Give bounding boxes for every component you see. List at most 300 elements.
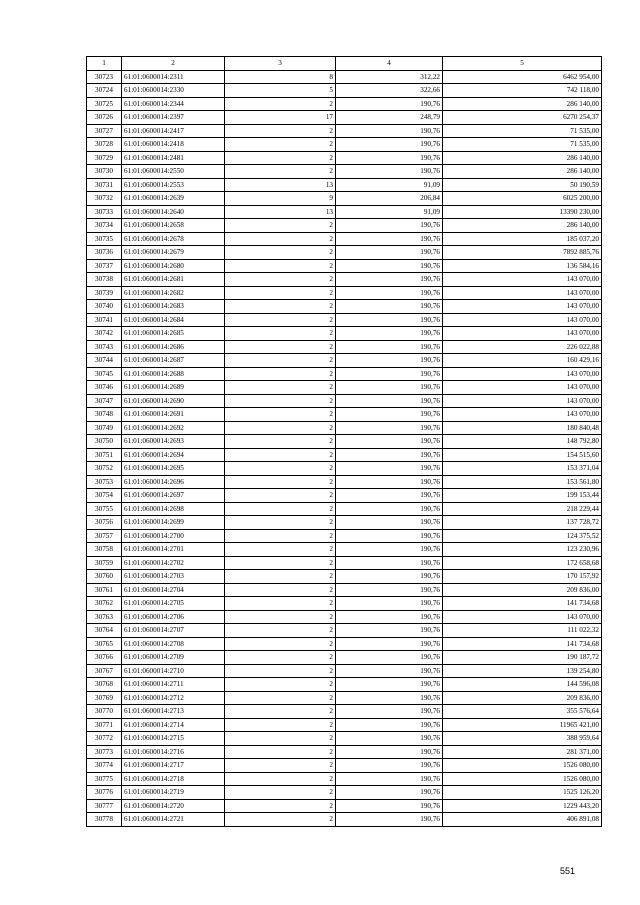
table-row	[87, 138, 602, 152]
rate-cell: 190,76	[336, 138, 443, 152]
row-number-cell: 30774	[87, 759, 122, 773]
rate-cell: 190,76	[336, 502, 443, 516]
group-cell: 2	[225, 637, 336, 651]
group-cell: 2	[225, 381, 336, 395]
group-cell: 13	[225, 178, 336, 192]
cadastral-number-cell: 61:01:0600014:2689	[122, 381, 225, 395]
table-row	[87, 340, 602, 354]
cadastral-number-cell: 61:01:0600014:2683	[122, 300, 225, 314]
cadastral-number-cell: 61:01:0600014:2703	[122, 570, 225, 584]
table-row	[87, 232, 602, 246]
row-number-cell: 30743	[87, 340, 122, 354]
group-cell: 9	[225, 192, 336, 206]
rate-cell: 190,76	[336, 543, 443, 557]
group-cell: 2	[225, 124, 336, 138]
value-cell: 143 070,00	[443, 408, 602, 422]
cadastral-number-cell: 61:01:0600014:2687	[122, 354, 225, 368]
cadastral-number-cell: 61:01:0600014:2680	[122, 259, 225, 273]
value-cell: 199 153,44	[443, 489, 602, 503]
column-header: 4	[336, 57, 443, 71]
group-cell: 2	[225, 651, 336, 665]
value-cell: 154 515,60	[443, 448, 602, 462]
column-header: 5	[443, 57, 602, 71]
value-cell: 160 429,16	[443, 354, 602, 368]
value-cell: 1525 126,20	[443, 786, 602, 800]
row-number-cell: 30778	[87, 813, 122, 827]
group-cell: 2	[225, 408, 336, 422]
table-row	[87, 327, 602, 341]
table-row	[87, 678, 602, 692]
row-number-cell: 30738	[87, 273, 122, 287]
row-number-cell: 30770	[87, 705, 122, 719]
row-number-cell: 30771	[87, 718, 122, 732]
row-number-cell: 30758	[87, 543, 122, 557]
rate-cell: 312,22	[336, 70, 443, 84]
table-row	[87, 421, 602, 435]
table-row	[87, 151, 602, 165]
group-cell: 2	[225, 354, 336, 368]
rate-cell: 190,76	[336, 448, 443, 462]
cadastral-number-cell: 61:01:0600014:2550	[122, 165, 225, 179]
page-number: 551	[560, 866, 576, 876]
value-cell: 286 140,00	[443, 219, 602, 233]
value-cell: 143 070,00	[443, 273, 602, 287]
rate-cell: 206,84	[336, 192, 443, 206]
row-number-cell: 30747	[87, 394, 122, 408]
value-cell: 286 140,00	[443, 165, 602, 179]
cadastral-number-cell: 61:01:0600014:2658	[122, 219, 225, 233]
cadastral-number-cell: 61:01:0600014:2698	[122, 502, 225, 516]
table-row	[87, 691, 602, 705]
cadastral-number-cell: 61:01:0600014:2707	[122, 624, 225, 638]
value-cell: 50 190,59	[443, 178, 602, 192]
cadastral-number-cell: 61:01:0600014:2721	[122, 813, 225, 827]
cadastral-number-cell: 61:01:0600014:2330	[122, 84, 225, 98]
table-row	[87, 570, 602, 584]
table-row	[87, 205, 602, 219]
value-cell: 136 584,16	[443, 259, 602, 273]
table-row	[87, 300, 602, 314]
table-row	[87, 354, 602, 368]
row-number-cell: 30728	[87, 138, 122, 152]
value-cell: 71 535,00	[443, 138, 602, 152]
cadastral-number-cell: 61:01:0600014:2709	[122, 651, 225, 665]
value-cell: 13390 230,00	[443, 205, 602, 219]
rate-cell: 190,76	[336, 462, 443, 476]
cadastral-number-cell: 61:01:0600014:2717	[122, 759, 225, 773]
group-cell: 2	[225, 745, 336, 759]
rate-cell: 190,76	[336, 300, 443, 314]
table-row	[87, 597, 602, 611]
table-row	[87, 664, 602, 678]
rate-cell: 190,76	[336, 97, 443, 111]
group-cell: 2	[225, 259, 336, 273]
table-row	[87, 772, 602, 786]
rate-cell: 190,76	[336, 664, 443, 678]
row-number-cell: 30760	[87, 570, 122, 584]
value-cell: 148 792,80	[443, 435, 602, 449]
rate-cell: 190,76	[336, 435, 443, 449]
rate-cell: 190,76	[336, 813, 443, 827]
rate-cell: 248,79	[336, 111, 443, 125]
group-cell: 2	[225, 570, 336, 584]
row-number-cell: 30733	[87, 205, 122, 219]
table-row	[87, 111, 602, 125]
value-cell: 742 118,00	[443, 84, 602, 98]
rate-cell: 322,66	[336, 84, 443, 98]
column-header: 3	[225, 57, 336, 71]
row-number-cell: 30723	[87, 70, 122, 84]
value-cell: 209 836,00	[443, 583, 602, 597]
table-row	[87, 97, 602, 111]
value-cell: 185 037,20	[443, 232, 602, 246]
rate-cell: 190,76	[336, 570, 443, 584]
cadastral-number-cell: 61:01:0600014:2397	[122, 111, 225, 125]
cadastral-number-cell: 61:01:0600014:2685	[122, 327, 225, 341]
cadastral-number-cell: 61:01:0600014:2702	[122, 556, 225, 570]
row-number-cell: 30727	[87, 124, 122, 138]
row-number-cell: 30769	[87, 691, 122, 705]
table-row	[87, 516, 602, 530]
value-cell: 143 070,00	[443, 394, 602, 408]
value-cell: 209 836,00	[443, 691, 602, 705]
cadastral-number-cell: 61:01:0600014:2700	[122, 529, 225, 543]
value-cell: 71 535,00	[443, 124, 602, 138]
row-number-cell: 30753	[87, 475, 122, 489]
rate-cell: 190,76	[336, 691, 443, 705]
group-cell: 2	[225, 529, 336, 543]
value-cell: 7892 885,76	[443, 246, 602, 260]
value-cell: 6025 200,00	[443, 192, 602, 206]
row-number-cell: 30755	[87, 502, 122, 516]
row-number-cell: 30742	[87, 327, 122, 341]
group-cell: 13	[225, 205, 336, 219]
table-row	[87, 70, 602, 84]
rate-cell: 190,76	[336, 651, 443, 665]
row-number-cell: 30751	[87, 448, 122, 462]
table-row	[87, 448, 602, 462]
cadastral-number-cell: 61:01:0600014:2716	[122, 745, 225, 759]
rate-cell: 190,76	[336, 610, 443, 624]
cadastral-number-cell: 61:01:0600014:2699	[122, 516, 225, 530]
row-number-cell: 30775	[87, 772, 122, 786]
value-cell: 141 734,68	[443, 597, 602, 611]
row-number-cell: 30737	[87, 259, 122, 273]
cadastral-number-cell: 61:01:0600014:2417	[122, 124, 225, 138]
row-number-cell: 30750	[87, 435, 122, 449]
rate-cell: 190,76	[336, 219, 443, 233]
group-cell: 2	[225, 772, 336, 786]
table-row	[87, 705, 602, 719]
value-cell: 226 022,88	[443, 340, 602, 354]
group-cell: 2	[225, 502, 336, 516]
group-cell: 2	[225, 583, 336, 597]
row-number-cell: 30773	[87, 745, 122, 759]
data-table	[86, 56, 602, 827]
table-row	[87, 745, 602, 759]
value-cell: 1229 443,20	[443, 799, 602, 813]
row-number-cell: 30731	[87, 178, 122, 192]
value-cell: 406 891,08	[443, 813, 602, 827]
group-cell: 2	[225, 678, 336, 692]
row-number-cell: 30745	[87, 367, 122, 381]
rate-cell: 190,76	[336, 421, 443, 435]
cadastral-number-cell: 61:01:0600014:2344	[122, 97, 225, 111]
rate-cell: 190,76	[336, 381, 443, 395]
rate-cell: 190,76	[336, 394, 443, 408]
value-cell: 153 371,04	[443, 462, 602, 476]
value-cell: 153 561,80	[443, 475, 602, 489]
value-cell: 143 070,00	[443, 327, 602, 341]
row-number-cell: 30736	[87, 246, 122, 260]
rate-cell: 190,76	[336, 786, 443, 800]
rate-cell: 190,76	[336, 475, 443, 489]
value-cell: 143 070,00	[443, 367, 602, 381]
value-cell: 143 070,00	[443, 286, 602, 300]
value-cell: 6462 954,00	[443, 70, 602, 84]
rate-cell: 190,76	[336, 718, 443, 732]
rate-cell: 190,76	[336, 408, 443, 422]
group-cell: 2	[225, 97, 336, 111]
row-number-cell: 30734	[87, 219, 122, 233]
rate-cell: 190,76	[336, 556, 443, 570]
value-cell: 218 229,44	[443, 502, 602, 516]
cadastral-number-cell: 61:01:0600014:2705	[122, 597, 225, 611]
cadastral-number-cell: 61:01:0600014:2701	[122, 543, 225, 557]
table-row	[87, 543, 602, 557]
table-row	[87, 583, 602, 597]
cadastral-number-cell: 61:01:0600014:2718	[122, 772, 225, 786]
value-cell: 144 596,08	[443, 678, 602, 692]
group-cell: 2	[225, 448, 336, 462]
table-row	[87, 759, 602, 773]
row-number-cell: 30740	[87, 300, 122, 314]
value-cell: 143 070,00	[443, 313, 602, 327]
cadastral-number-cell: 61:01:0600014:2711	[122, 678, 225, 692]
table-body	[87, 70, 602, 826]
value-cell: 11965 421,00	[443, 718, 602, 732]
value-cell: 111 022,32	[443, 624, 602, 638]
group-cell: 2	[225, 718, 336, 732]
value-cell: 286 140,00	[443, 97, 602, 111]
cadastral-number-cell: 61:01:0600014:2690	[122, 394, 225, 408]
row-number-cell: 30765	[87, 637, 122, 651]
group-cell: 2	[225, 367, 336, 381]
group-cell: 2	[225, 624, 336, 638]
table-row	[87, 246, 602, 260]
row-number-cell: 30739	[87, 286, 122, 300]
table-row	[87, 462, 602, 476]
table-row	[87, 799, 602, 813]
value-cell: 139 254,80	[443, 664, 602, 678]
row-number-cell: 30725	[87, 97, 122, 111]
value-cell: 1526 080,00	[443, 772, 602, 786]
row-number-cell: 30746	[87, 381, 122, 395]
rate-cell: 190,76	[336, 597, 443, 611]
row-number-cell: 30762	[87, 597, 122, 611]
table-row	[87, 381, 602, 395]
rate-cell: 190,76	[336, 529, 443, 543]
table-row	[87, 637, 602, 651]
cadastral-number-cell: 61:01:0600014:2681	[122, 273, 225, 287]
value-cell: 137 728,72	[443, 516, 602, 530]
rate-cell: 190,76	[336, 259, 443, 273]
table-row	[87, 718, 602, 732]
value-cell: 124 375,52	[443, 529, 602, 543]
rate-cell: 190,76	[336, 273, 443, 287]
group-cell: 2	[225, 516, 336, 530]
cadastral-number-cell: 61:01:0600014:2704	[122, 583, 225, 597]
cadastral-number-cell: 61:01:0600014:2696	[122, 475, 225, 489]
rate-cell: 190,76	[336, 678, 443, 692]
cadastral-number-cell: 61:01:0600014:2682	[122, 286, 225, 300]
cadastral-number-cell: 61:01:0600014:2678	[122, 232, 225, 246]
value-cell: 143 070,00	[443, 610, 602, 624]
rate-cell: 91,09	[336, 205, 443, 219]
value-cell: 286 140,00	[443, 151, 602, 165]
rate-cell: 190,76	[336, 772, 443, 786]
group-cell: 2	[225, 813, 336, 827]
row-number-cell: 30761	[87, 583, 122, 597]
cadastral-number-cell: 61:01:0600014:2706	[122, 610, 225, 624]
rate-cell: 190,76	[336, 583, 443, 597]
column-header: 1	[87, 57, 122, 71]
group-cell: 2	[225, 421, 336, 435]
cadastral-number-cell: 61:01:0600014:2713	[122, 705, 225, 719]
group-cell: 2	[225, 489, 336, 503]
row-number-cell: 30756	[87, 516, 122, 530]
group-cell: 2	[225, 138, 336, 152]
value-cell: 388 959,64	[443, 732, 602, 746]
group-cell: 2	[225, 799, 336, 813]
cadastral-number-cell: 61:01:0600014:2710	[122, 664, 225, 678]
value-cell: 281 371,00	[443, 745, 602, 759]
table-row	[87, 475, 602, 489]
value-cell: 6270 254,37	[443, 111, 602, 125]
cadastral-number-cell: 61:01:0600014:2418	[122, 138, 225, 152]
rate-cell: 190,76	[336, 165, 443, 179]
rate-cell: 190,76	[336, 124, 443, 138]
cadastral-number-cell: 61:01:0600014:2679	[122, 246, 225, 260]
row-number-cell: 30772	[87, 732, 122, 746]
row-number-cell: 30776	[87, 786, 122, 800]
table-row	[87, 489, 602, 503]
cadastral-number-cell: 61:01:0600014:2694	[122, 448, 225, 462]
group-cell: 2	[225, 462, 336, 476]
rate-cell: 190,76	[336, 313, 443, 327]
group-cell: 2	[225, 300, 336, 314]
cadastral-number-cell: 61:01:0600014:2639	[122, 192, 225, 206]
row-number-cell: 30724	[87, 84, 122, 98]
group-cell: 2	[225, 732, 336, 746]
table-row	[87, 192, 602, 206]
table-row	[87, 84, 602, 98]
rate-cell: 190,76	[336, 799, 443, 813]
cadastral-number-cell: 61:01:0600014:2720	[122, 799, 225, 813]
group-cell: 2	[225, 219, 336, 233]
table-row	[87, 124, 602, 138]
value-cell: 180 840,48	[443, 421, 602, 435]
row-number-cell: 30748	[87, 408, 122, 422]
group-cell: 2	[225, 691, 336, 705]
table-row	[87, 313, 602, 327]
row-number-cell: 30764	[87, 624, 122, 638]
row-number-cell: 30726	[87, 111, 122, 125]
header-row	[87, 57, 602, 71]
table-row	[87, 273, 602, 287]
row-number-cell: 30757	[87, 529, 122, 543]
cadastral-number-cell: 61:01:0600014:2692	[122, 421, 225, 435]
group-cell: 2	[225, 543, 336, 557]
group-cell: 5	[225, 84, 336, 98]
table-row	[87, 529, 602, 543]
group-cell: 2	[225, 232, 336, 246]
table-row	[87, 178, 602, 192]
group-cell: 2	[225, 556, 336, 570]
cadastral-number-cell: 61:01:0600014:2708	[122, 637, 225, 651]
rate-cell: 190,76	[336, 489, 443, 503]
cadastral-number-cell: 61:01:0600014:2640	[122, 205, 225, 219]
value-cell: 123 230,96	[443, 543, 602, 557]
table-row	[87, 813, 602, 827]
row-number-cell: 30741	[87, 313, 122, 327]
rate-cell: 190,76	[336, 286, 443, 300]
cadastral-number-cell: 61:01:0600014:2712	[122, 691, 225, 705]
rate-cell: 190,76	[336, 367, 443, 381]
group-cell: 2	[225, 759, 336, 773]
table-row	[87, 502, 602, 516]
cadastral-number-cell: 61:01:0600014:2695	[122, 462, 225, 476]
row-number-cell: 30754	[87, 489, 122, 503]
table-row	[87, 651, 602, 665]
rate-cell: 190,76	[336, 340, 443, 354]
table-row	[87, 408, 602, 422]
group-cell: 2	[225, 394, 336, 408]
value-cell: 143 070,00	[443, 300, 602, 314]
cadastral-number-cell: 61:01:0600014:2311	[122, 70, 225, 84]
rate-cell: 190,76	[336, 354, 443, 368]
group-cell: 2	[225, 664, 336, 678]
group-cell: 2	[225, 273, 336, 287]
table-row	[87, 259, 602, 273]
row-number-cell: 30752	[87, 462, 122, 476]
cadastral-number-cell: 61:01:0600014:2684	[122, 313, 225, 327]
table-row	[87, 286, 602, 300]
value-cell: 172 658,68	[443, 556, 602, 570]
rate-cell: 190,76	[336, 232, 443, 246]
row-number-cell: 30768	[87, 678, 122, 692]
group-cell: 2	[225, 435, 336, 449]
row-number-cell: 30767	[87, 664, 122, 678]
rate-cell: 190,76	[336, 705, 443, 719]
group-cell: 2	[225, 286, 336, 300]
value-cell: 1526 080,00	[443, 759, 602, 773]
row-number-cell: 30735	[87, 232, 122, 246]
group-cell: 2	[225, 246, 336, 260]
row-number-cell: 30777	[87, 799, 122, 813]
group-cell: 2	[225, 313, 336, 327]
rate-cell: 190,76	[336, 151, 443, 165]
rate-cell: 190,76	[336, 624, 443, 638]
cadastral-number-cell: 61:01:0600014:2693	[122, 435, 225, 449]
cadastral-number-cell: 61:01:0600014:2714	[122, 718, 225, 732]
table-row	[87, 394, 602, 408]
rate-cell: 190,76	[336, 637, 443, 651]
cadastral-number-cell: 61:01:0600014:2553	[122, 178, 225, 192]
table-row	[87, 732, 602, 746]
group-cell: 8	[225, 70, 336, 84]
group-cell: 2	[225, 151, 336, 165]
